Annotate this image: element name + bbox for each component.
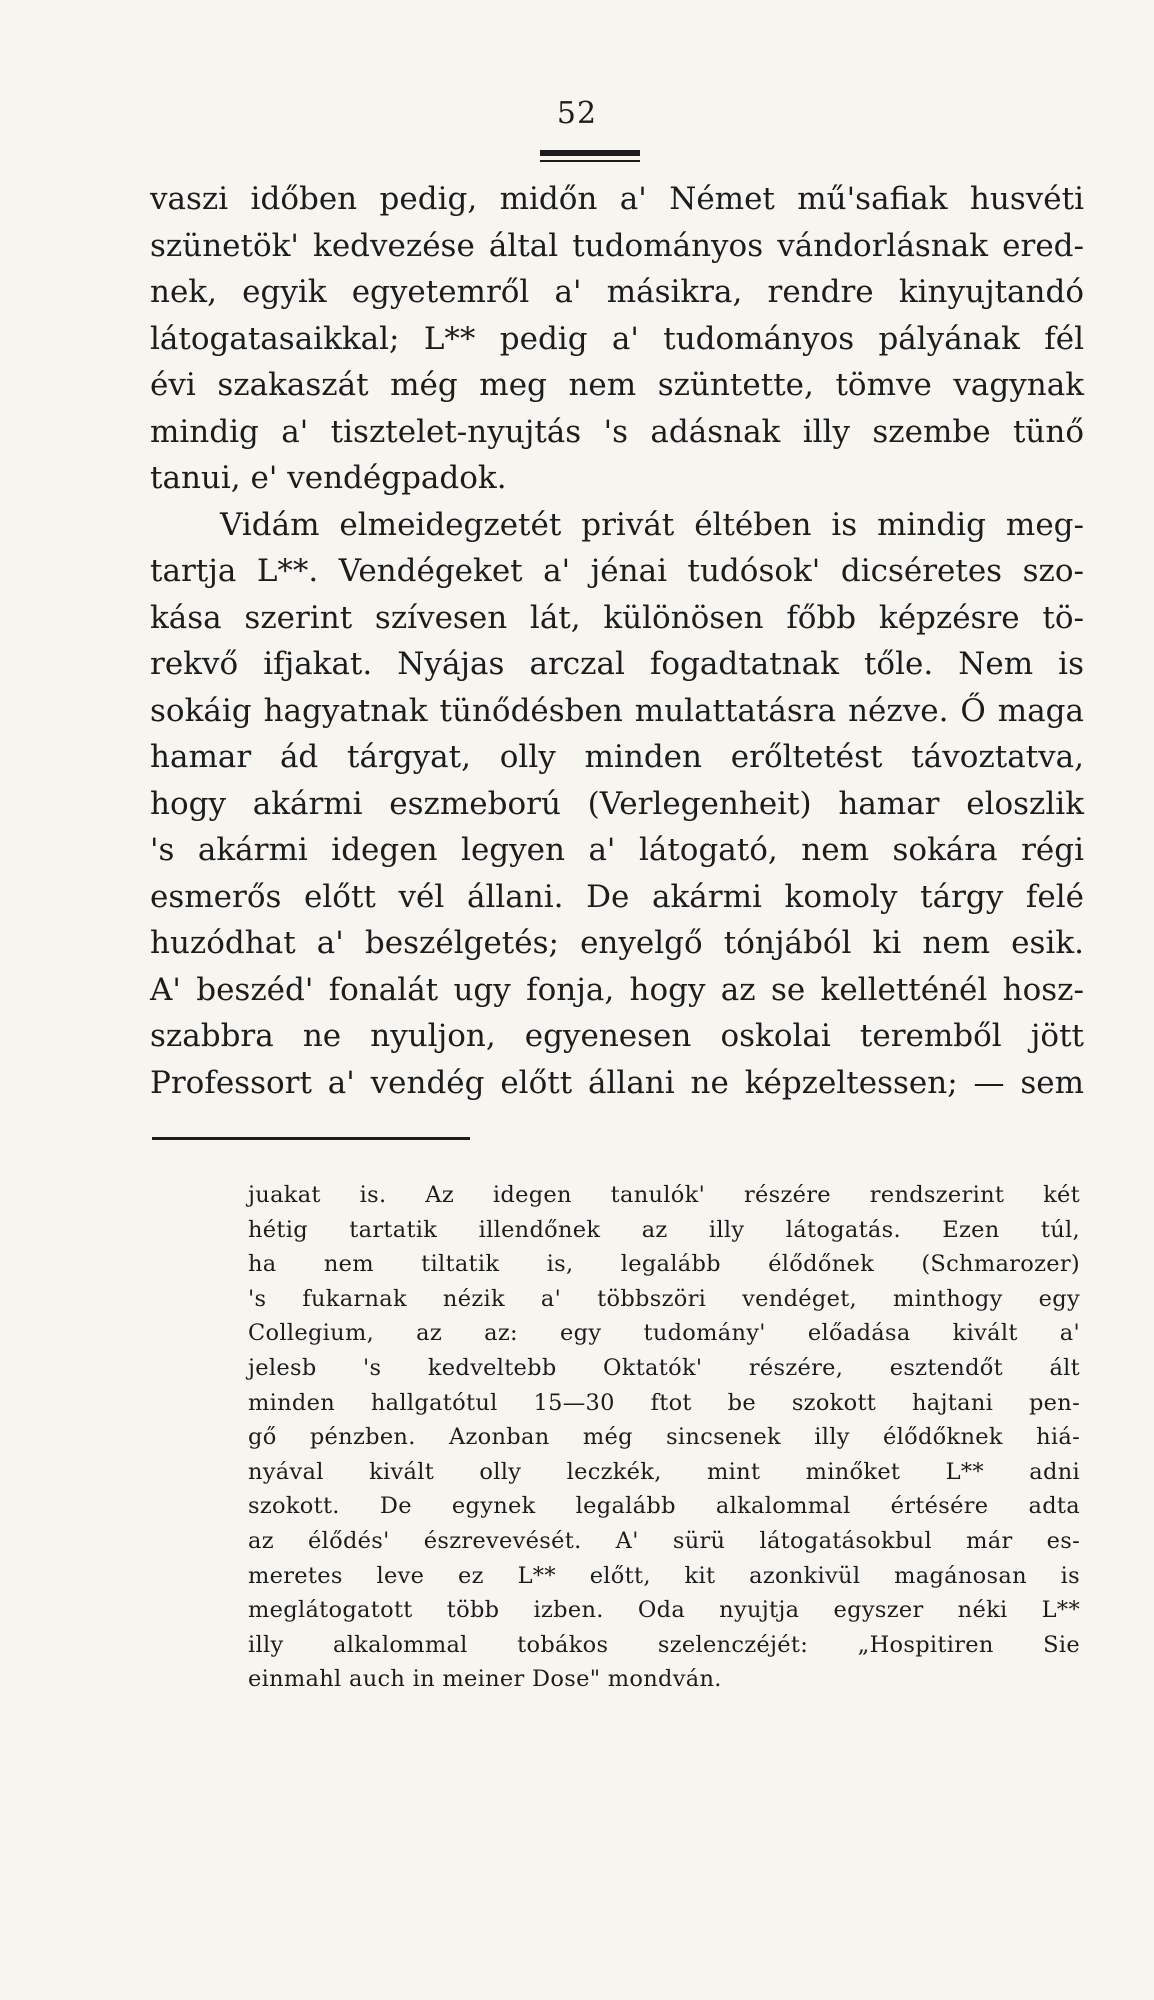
main-text-line: nek, egyik egyetemről a' másikra, rendre kinyujtandó — [150, 274, 1084, 310]
page-number: 52 — [556, 96, 598, 131]
header-rule — [540, 150, 640, 156]
main-text-line: Vidám elmeidegzetét privát éltében is mindig meg- — [220, 506, 1084, 543]
footnote-line: einmahl auch in meiner Dose" mondván. — [248, 1666, 722, 1693]
footnote-line: nyával kivált olly leczkék, mint minőket L** adni — [248, 1458, 1080, 1485]
footnote-line: ha nem tiltatik is, legalább élődőnek (Schmarozer) — [248, 1251, 1080, 1278]
footnote-line: juakat is. Az idegen tanulók' részére rendszerint két — [248, 1182, 1080, 1208]
main-text-line: esmerős előtt vél állani. De akármi komoly tárgy felé — [150, 878, 1084, 915]
main-text-line: szabbra ne nyuljon, egyenesen oskolai teremből jött — [150, 1018, 1084, 1054]
footnote-line: meretes leve ez L** előtt, kit azonkivül magánosan is — [248, 1562, 1080, 1589]
main-text-line: látogatasaikkal; L** pedig a' tudományos pályának fél — [150, 320, 1084, 357]
main-text-line: kása szerint szívesen lát, különösen főbb képzésre tö- — [150, 599, 1084, 636]
main-text-line: hamar ád tárgyat, olly minden erőltetést távoztatva, — [150, 739, 1084, 775]
footnote-line: 's fukarnak nézik a' többszöri vendéget, minthogy egy — [248, 1285, 1080, 1312]
main-text-line: tartja L**. Vendégeket a' jénai tudósok' dicséretes szo- — [150, 553, 1084, 589]
main-text-line: A' beszéd' fonalát ugy fonja, hogy az se kelletténél hosz- — [150, 971, 1084, 1008]
main-text-line: rekvő ifjakat. Nyájas arczal fogadtatnak tőle. Nem is — [150, 646, 1084, 682]
footnote-line: hétig tartatik illendőnek az illy látogatás. Ezen túl, — [248, 1216, 1080, 1243]
main-text-line: sokáig hagyatnak tünődésben mulattatásra nézve. Ő maga — [150, 692, 1084, 729]
footnote-block — [248, 1178, 1080, 1697]
footnote-rule — [152, 1137, 470, 1140]
footnote-line: Collegium, az az: egy tudomány' előadása kivált a' — [248, 1320, 1080, 1347]
main-text-line: Professort a' vendég előtt állani ne képzeltessen; — sem — [150, 1064, 1084, 1101]
main-text-block — [150, 176, 1084, 1106]
footnote-line: az élődés' észrevevését. A' sürü látogatásokbul már es- — [248, 1527, 1080, 1554]
main-text-line: 's akármi idegen legyen a' látogató, nem sokára régi — [150, 832, 1084, 868]
footnote-line: illy alkalommal tobákos szelenczéjét: „Hospitiren Sie — [248, 1631, 1080, 1658]
main-text-line: tanui, e' vendégpadok. — [150, 460, 507, 496]
footnote-line: meglátogatott több izben. Oda nyujtja egyszer néki L** — [248, 1597, 1080, 1624]
main-text-line: huzódhat a' beszélgetés; enyelgő tónjából ki nem esik. — [150, 925, 1084, 961]
main-text-line: szünetök' kedvezése által tudományos vándorlásnak ered- — [150, 227, 1084, 264]
main-text-line: vaszi időben pedig, midőn a' Német mű'safiak husvéti — [150, 181, 1084, 217]
main-text-line: mindig a' tisztelet-nyujtás 's adásnak illy szembe tünő — [150, 413, 1084, 450]
footnote-line: minden hallgatótul 15—30 ftot be szokott hajtani pen- — [248, 1389, 1080, 1416]
main-text-line: évi szakaszát még meg nem szüntette, tömve vagynak — [150, 367, 1084, 403]
footnote-line: gő pénzben. Azonban még sincsenek illy élődőknek hiá- — [248, 1424, 1080, 1451]
main-text-line: hogy akármi eszmeború (Verlegenheit) hamar eloszlik — [150, 785, 1084, 822]
footnote-line: jelesb 's kedveltebb Oktatók' részére, esztendőt ált — [248, 1354, 1080, 1381]
footnote-line: szokott. De egynek legalább alkalommal értésére adta — [248, 1493, 1080, 1520]
